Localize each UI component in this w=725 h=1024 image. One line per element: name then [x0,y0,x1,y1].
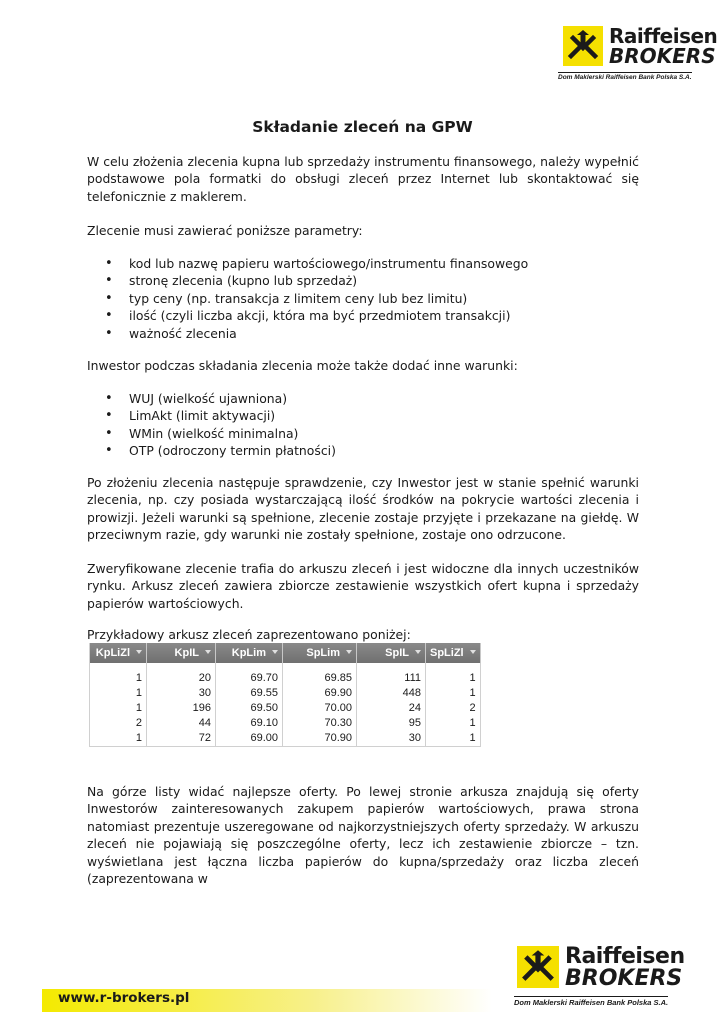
raiffeisen-brokers-logo-top [558,24,718,81]
paragraph-additional-conditions: Inwestor podczas składania zlecenia może także dodać inne warunki: [87,358,518,373]
order-book-table [89,643,481,747]
table-cell: 2 [426,701,481,716]
table-cell: 70.30 [283,716,357,731]
brand-subtitle: Dom Maklerski Raiffeisen Bank Polska S.A. [514,998,669,1007]
table-cell: 1 [426,731,481,747]
raiffeisen-gable-icon [517,946,559,988]
table-row [90,716,481,731]
paragraph-order-book: Zweryfikowane zlecenie trafia do arkuszu zleceń i jest widoczne dla innych uczestników rynku. Arkusz zleceń zawiera zbiorcze zestawienie wszystkich ofert kupna i sprzedaży papierów wartościowych. [87,561,639,611]
column-header-splizl[interactable]: SpLiZl [426,643,481,663]
table-cell: 95 [357,716,426,731]
table-cell: 448 [357,686,426,701]
table-cell: 69.90 [283,686,357,701]
table-cell: 1 [426,686,481,701]
table-cell: 1 [90,731,147,747]
table-row [90,663,481,686]
list-item: • ważność zlecenia [87,325,528,342]
raiffeisen-brokers-logo-bottom [514,944,685,1007]
table-cell: 2 [90,716,147,731]
list-item: • WMin (wielkość minimalna) [87,425,336,442]
table-cell: 30 [357,731,426,747]
table-cell: 69.70 [216,663,283,686]
brand-brokers: BROKERS [565,966,683,991]
table-cell: 69.55 [216,686,283,701]
table-cell: 1 [426,716,481,731]
paragraph-example-intro: Przykładowy arkusz zleceń zaprezentowano poniżej: [87,627,411,642]
list-item: • OTP (odroczony termin płatności) [87,442,336,459]
column-header-spil[interactable]: SpIL [357,643,426,663]
table-row [90,701,481,716]
order-book-header-row [90,643,481,663]
table-cell: 70.90 [283,731,357,747]
footer-url-link[interactable]: www.r-brokers.pl [58,990,190,1006]
table-cell: 69.00 [216,731,283,747]
paragraph-intro: W celu złożenia zlecenia kupna lub sprzedaży instrumentu finansowego, należy wypełnić podstawowe pola formatki do obsługi zleceń przez Internet lub skontaktować się telefonicznie z maklerem. [87,154,639,204]
column-header-kplizl[interactable]: KpLiZl [90,643,147,663]
list-item: • WUJ (wielkość ujawniona) [87,390,336,407]
table-cell: 196 [147,701,216,716]
page-title: Składanie zleceń na GPW [252,118,473,136]
table-cell: 111 [357,663,426,686]
table-cell: 1 [90,686,147,701]
column-header-kpil[interactable]: KpIL [147,643,216,663]
table-cell: 20 [147,663,216,686]
required-parameters-list [87,255,528,342]
paragraph-best-offers: Na górze listy widać najlepsze oferty. Po lewej stronie arkusza znajdują się oferty Inwestorów zainteresowanych zakupem papierów wartościowych, prawa strona natomiast prezentuje uszeregowane od najkorzystniejszych oferty sprzedaży. W arkuszu zleceń nie pojawiają się poszczególne oferty, lecz ich zestawienie zbiorcze – tzn. wyświetlana jest łączna liczba papierów do kupna/sprzedaży oraz liczba zleceń (zaprezentowana w [87,784,639,887]
column-header-splim[interactable]: SpLim [283,643,357,663]
list-item: • kod lub nazwę papieru wartościowego/instrumentu finansowego [87,255,528,272]
table-cell: 1 [90,701,147,716]
paragraph-parameters-intro: Zlecenie musi zawierać poniższe parametry: [87,223,363,238]
brand-subtitle: Dom Maklerski Raiffeisen Bank Polska S.A. [558,74,692,81]
column-header-kplim[interactable]: KpLim [216,643,283,663]
table-cell: 69.10 [216,716,283,731]
table-cell: 24 [357,701,426,716]
raiffeisen-gable-icon [563,26,603,66]
brand-brokers: BROKERS [609,44,716,68]
table-row [90,686,481,701]
list-item: • ilość (czyli liczba akcji, która ma być przedmiotem transakcji) [87,307,528,324]
table-cell: 72 [147,731,216,747]
table-cell: 1 [90,663,147,686]
brand-name: Raiffeisen [609,24,718,48]
table-cell: 70.00 [283,701,357,716]
additional-conditions-list [87,390,336,460]
list-item: • typ ceny (np. transakcja z limitem ceny lub bez limitu) [87,290,528,307]
table-row [90,731,481,747]
list-item: • LimAkt (limit aktywacji) [87,407,336,424]
table-cell: 69.50 [216,701,283,716]
list-item: • stronę zlecenia (kupno lub sprzedaż) [87,272,528,289]
table-cell: 30 [147,686,216,701]
table-cell: 69.85 [283,663,357,686]
paragraph-verification: Po złożeniu zlecenia następuje sprawdzenie, czy Inwestor jest w stanie spełnić warunki zlecenia, np. czy posiada wystarczającą ilość środków na pokrycie wartości zlecenia i prowizji. Jeżeli warunki są spełnione, zlecenie zostaje przyjęte i przekazane na giełdę. W przeciwnym razie, gdy warunki nie zostały spełnione, zostaje ono odrzucone. [87,475,639,543]
brand-name: Raiffeisen [565,944,685,969]
table-cell: 44 [147,716,216,731]
table-cell: 1 [426,663,481,686]
